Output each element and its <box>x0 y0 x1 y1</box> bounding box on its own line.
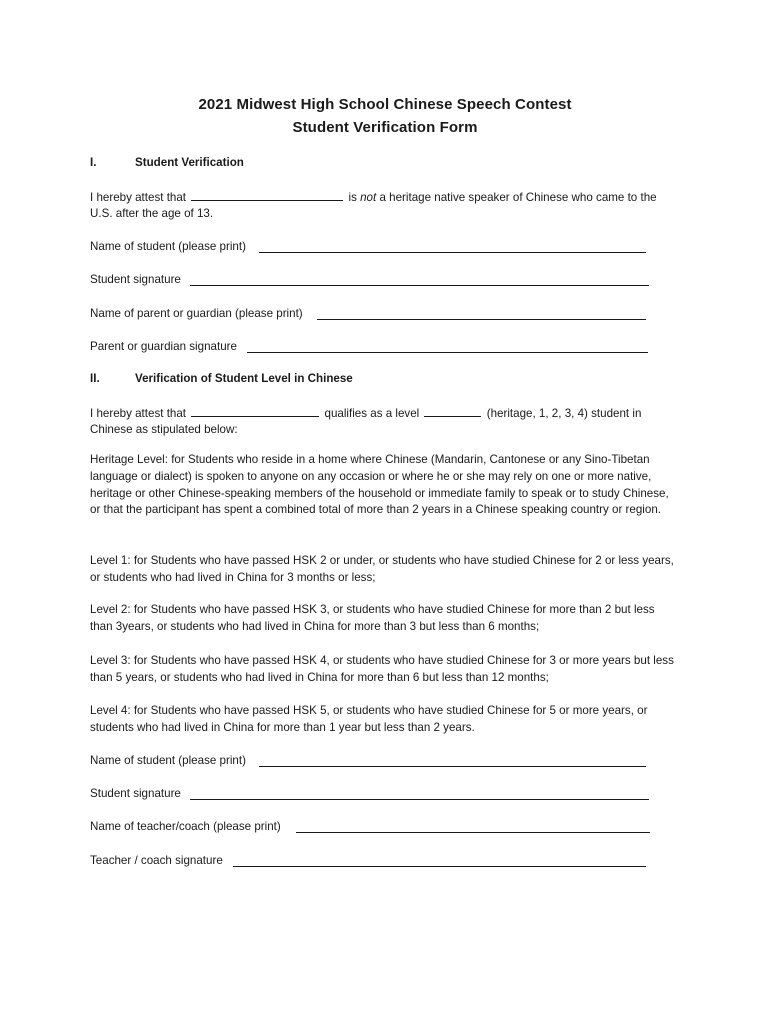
section-1-number: I. <box>90 156 97 169</box>
student-name-blank[interactable] <box>191 188 343 201</box>
student-name-field[interactable] <box>259 251 646 253</box>
parent-name-field[interactable] <box>317 318 646 320</box>
parent-name-label: Name of parent or guardian (please print) <box>90 307 303 320</box>
form-subtitle: Student Verification Form <box>292 119 478 136</box>
section-2-heading: Verification of Student Level in Chinese <box>135 372 353 385</box>
level-student-blank[interactable] <box>191 404 319 417</box>
attest-prefix: I hereby attest that <box>90 191 187 204</box>
teacher-name-label: Name of teacher/coach (please print) <box>90 820 281 833</box>
teacher-signature-label: Teacher / coach signature <box>90 854 223 867</box>
section-1-heading: Student Verification <box>135 156 244 169</box>
heritage-level-paragraph: Heritage Level: for Students who reside in a home where Chinese (Mandarin, Cantonese or any Sino-Tibetan language or dialect) is spoken to anyone on any occasion or where he or she may rely on one or more native, heritage or other Chinese-speaking members of the household or immediate family to speak or to study Chinese, or that the participant has spent a combined total of more than 2 years in a Chinese speaking country or region. <box>90 453 669 517</box>
student-signature-label: Student signature <box>90 273 181 286</box>
section-2-student-name-field[interactable] <box>259 765 646 767</box>
attest-not: not <box>360 191 377 204</box>
section-2-student-name-label: Name of student (please print) <box>90 754 246 767</box>
attest-rest: a heritage native speaker of Chinese who came to the <box>379 191 657 204</box>
section-2-number: II. <box>90 372 100 385</box>
form-title: 2021 Midwest High School Chinese Speech Contest <box>198 96 572 113</box>
section-2-attest-line <box>90 404 641 422</box>
level-attest-prefix: I hereby attest that <box>90 407 187 420</box>
teacher-name-field[interactable] <box>296 831 650 833</box>
section-2-student-signature-field[interactable] <box>190 798 649 800</box>
level-attest-mid: qualifies as a level <box>324 407 420 420</box>
student-name-label: Name of student (please print) <box>90 240 246 253</box>
teacher-signature-field[interactable] <box>233 865 646 867</box>
student-signature-field[interactable] <box>190 284 649 286</box>
level-attest-suffix: (heritage, 1, 2, 3, 4) student in <box>486 407 642 420</box>
level-1-paragraph: Level 1: for Students who have passed HSK 2 or under, or students who have studied Chinese for 2 or less years, or students who had lived in China for 3 months or less; <box>90 554 674 584</box>
level-3-paragraph: Level 3: for Students who have passed HSK 4, or students who have studied Chinese for 3 or more years but less than 5 years, or students who had lived in China for more than 6 but less than 12 months; <box>90 654 674 684</box>
level-blank[interactable] <box>424 404 481 417</box>
level-2-paragraph: Level 2: for Students who have passed HSK 3, or students who have studied Chinese for more than 2 but less than 3years, or students who had lived in China for more than 3 but less than 6 months; <box>90 603 655 633</box>
section-2-student-signature-label: Student signature <box>90 787 181 800</box>
section-1-attest-line <box>90 188 657 206</box>
section-2-attest-line-2: Chinese as stipulated below: <box>90 423 238 436</box>
attest-is: is <box>348 191 357 204</box>
parent-signature-field[interactable] <box>247 351 648 353</box>
parent-signature-label: Parent or guardian signature <box>90 340 237 353</box>
level-4-paragraph: Level 4: for Students who have passed HSK 5, or students who have studied Chinese for 5 or more years, or students who had lived in China for more than 1 year but less than 2 years. <box>90 704 648 734</box>
section-1-attest-line-2: U.S. after the age of 13. <box>90 207 214 220</box>
